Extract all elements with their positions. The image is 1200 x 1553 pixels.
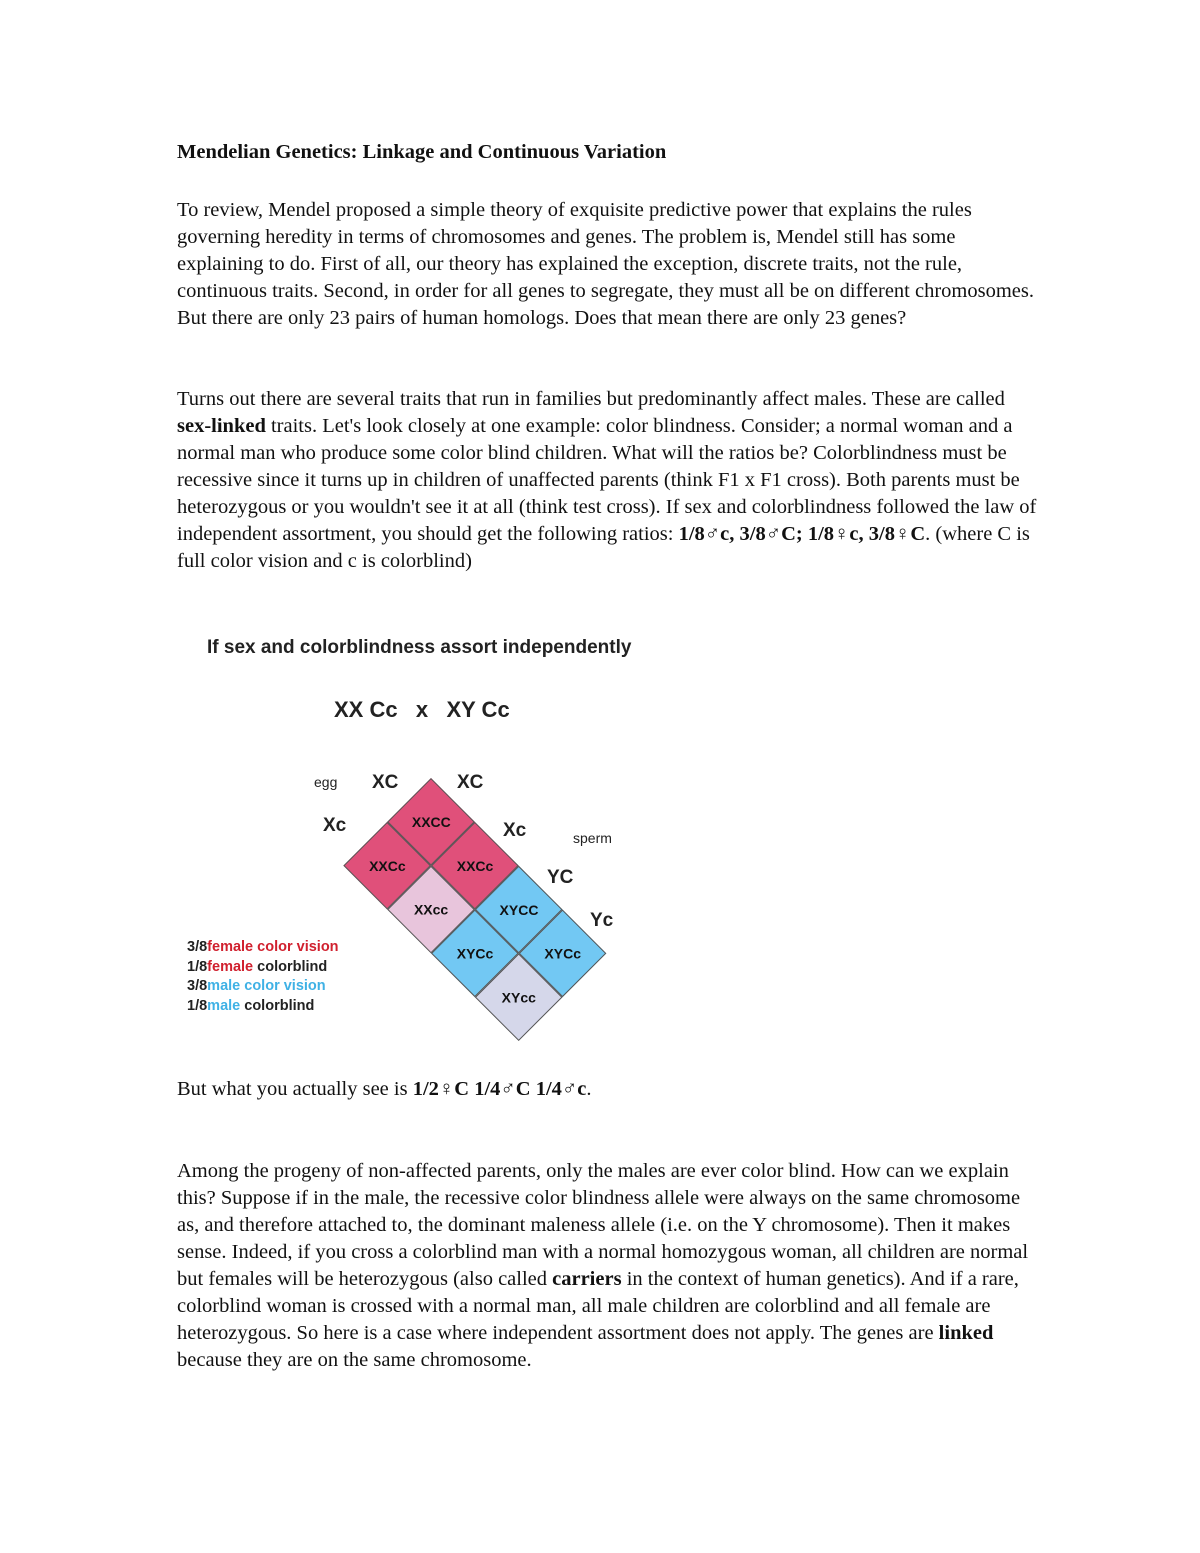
legend-sex: male [207,997,241,1014]
legend-sex: male [207,978,241,994]
legend-rest: colorblind [253,958,328,975]
genotype: XXCc [368,857,406,874]
sperm-allele: Yc [590,910,614,931]
actual-ratios: 1/2♀C 1/4♂C 1/4♂c [412,1078,587,1100]
text: Among the progeny of non-affected parents, only the males are ever color blind. How can we explain this? Suppose if in the male, the recessive color blindness allele were always on the same chromosome as, and therefore attached to, the dominant maleness allele (i.e. on the Y chromosome). Then it makes sense. Indeed, if you cross a colorblind man with a normal homozygous woman, all children are normal but females will be heterozygous (also called [177,1160,1029,1290]
paragraph-sex-linked [177,386,1037,575]
sperm-allele: XC [457,772,484,793]
legend-entry [187,997,339,1017]
document-title: Mendelian Genetics: Linkage and Continuous Variation [177,141,667,163]
egg-label: egg [314,774,338,790]
genotype: XYCC [499,901,539,918]
figure-heading: If sex and colorblindness assort independently [207,637,632,658]
legend-entry [187,977,339,997]
legend-frac: 1/8 [187,958,208,975]
genotype: XYcc [501,989,536,1006]
legend-entry [187,958,339,978]
legend-frac: 1/8 [187,997,208,1014]
paragraph-linkage [177,1158,1037,1374]
text: because they are on the same chromosome. [177,1349,532,1371]
text: Turns out there are several traits that run in families but predominantly affect males. These are called [177,388,1005,410]
text: . [586,1078,592,1100]
genotype: XYCc [456,945,494,962]
sperm-label: sperm [573,830,612,846]
genotype: XXCC [411,813,451,830]
genotype: XXCc [456,857,494,874]
term-carriers: carriers [552,1268,622,1290]
legend-frac: 3/8 [187,939,208,955]
text: . (where C is full color vision and c is colorblind) [177,523,1030,572]
legend-rest: color vision [253,939,339,955]
egg-allele: Xc [323,815,347,836]
egg-allele: XC [372,772,399,793]
text: in the context of human genetics). And if a rare, colorblind woman is crossed with a normal man, all male children are colorblind and all female are heterozygous. So here is a case where independent assortment does not apply. The genes are [177,1268,1019,1344]
legend-entry [187,938,339,958]
text: traits. Let's look closely at one example: color blindness. Consider; a normal woman and a normal man who produce some color blind children. What will the ratios be? Colorblindness must be recessive since it turns up in children of unaffected parents (think F1 x F1 cross). Both parents must be heterozygous or you wouldn't see it at all (think test cross). If sex and colorblindness followed the law of independent assortment, you should get the following ratios: [177,415,1037,545]
punnett-square [343,778,606,1041]
ratios: 1/8♂c, 3/8♂C; 1/8♀c, 3/8♀C [678,523,926,545]
legend-rest: colorblind [240,997,315,1014]
term-sex-linked: sex-linked [177,415,266,437]
legend-sex: female [207,939,254,955]
term-linked: linked [938,1322,994,1344]
legend-frac: 3/8 [187,978,208,994]
text: But what you actually see is [177,1078,413,1100]
legend-sex: female [207,958,254,975]
cross-label: XX Cc x XY Cc [334,697,510,722]
genotype: XYCc [544,945,581,962]
genotype: XXcc [413,901,449,918]
sperm-allele: YC [547,867,574,888]
legend [187,938,339,1016]
paragraph-actual [177,1076,1037,1103]
sperm-allele: Xc [503,820,527,841]
paragraph-review: To review, Mendel proposed a simple theory of exquisite predictive power that explains the rules governing heredity in terms of chromosomes and genes. The problem is, Mendel still has some explaining to do. First of all, our theory has explained the exception, discrete traits, not the rule, continuous traits. Second, in order for all genes to segregate, they must all be on different chromosomes. But there are only 23 pairs of human homologs. Does that mean there are only 23 genes? [177,199,1034,329]
legend-rest: color vision [240,978,326,994]
